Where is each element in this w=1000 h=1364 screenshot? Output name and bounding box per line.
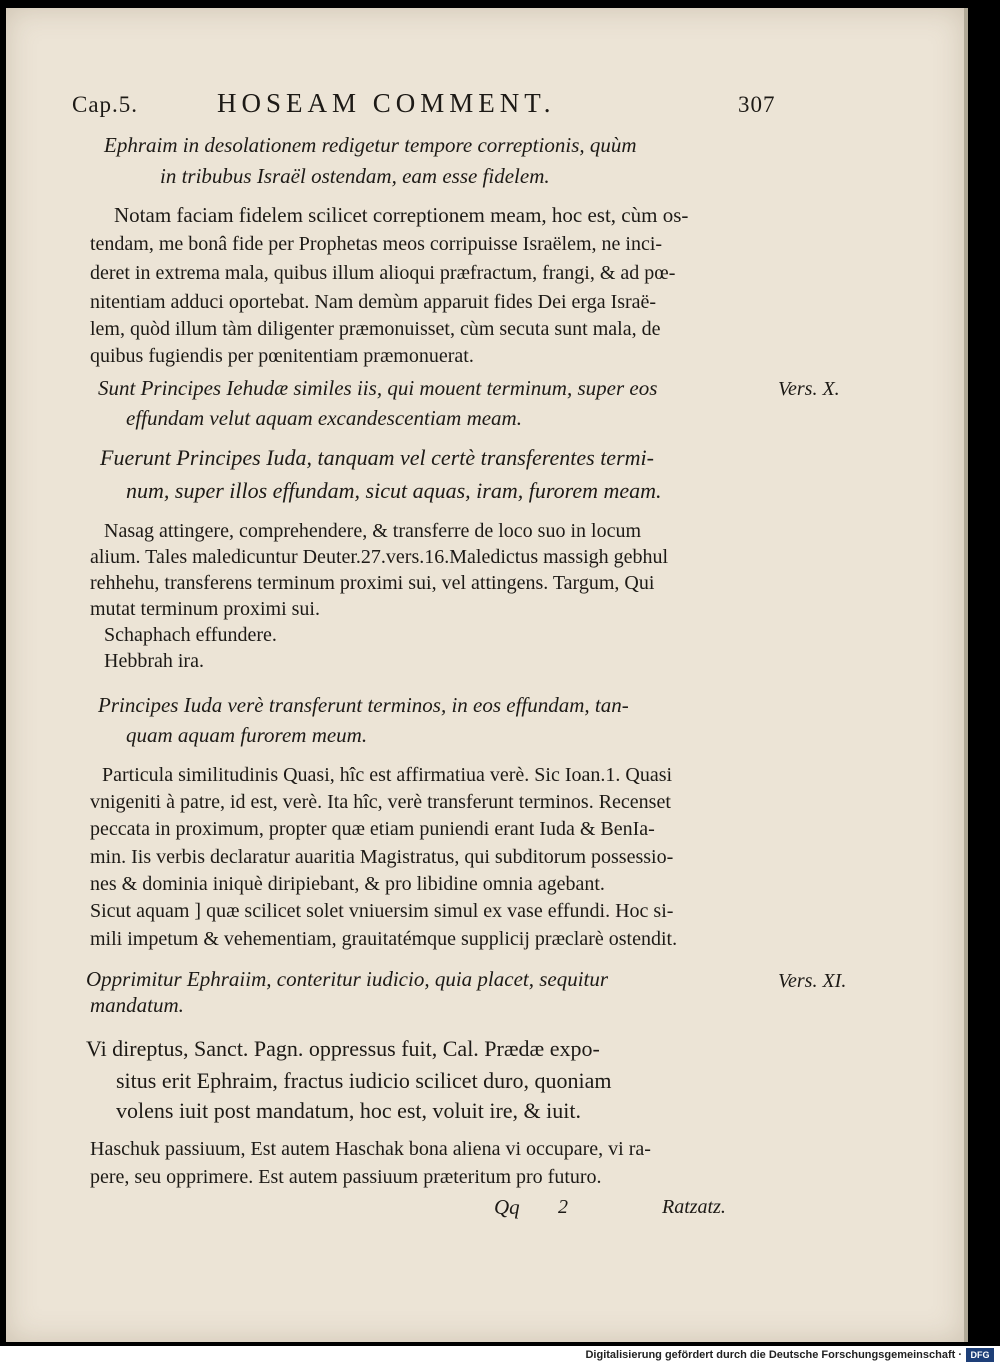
text-line: nitentiam adduci oportebat. Nam demùm apparuit fides Dei erga Israë-: [90, 291, 657, 313]
text-line: Notam faciam fidelem scilicet correptionem meam, hoc est, cùm os-: [114, 203, 689, 227]
dfg-logo-icon: DFG: [966, 1348, 994, 1362]
text-line: pere, seu opprimere. Est autem passiuum præteritum pro futuro.: [90, 1166, 602, 1188]
text-line: Ephraim in desolationem redigetur tempore correptionis, quùm: [104, 133, 637, 157]
margin-note-vers-x: Vers. X.: [778, 378, 840, 400]
funding-notice: Digitalisierung gefördert durch die Deutsche Forschungsgemeinschaft ·: [585, 1349, 962, 1361]
text-line: vnigeniti à patre, id est, verè. Ita hîc, verè transferunt terminos. Recenset: [90, 791, 671, 813]
text-line: min. Iis verbis declaratur auaritia Magistratus, qui subditorum possessio-: [90, 846, 674, 868]
text-line: rehhehu, transferens terminum proximi sui, vel attingens. Targum, Qui: [90, 572, 655, 594]
page-edge: [964, 8, 968, 1342]
text-line: tendam, me bonâ fide per Prophetas meos corripuisse Israëlem, ne inci-: [90, 233, 663, 255]
text-line: Particula similitudinis Quasi, hîc est affirmatiua verè. Sic Ioan.1. Quasi: [102, 764, 673, 786]
catchword: Ratzatz.: [662, 1196, 726, 1218]
text-line: peccata in proximum, propter quæ etiam puniendi erant Iuda & BenIa-: [90, 818, 655, 840]
running-head-title: HOSEAM COMMENT.: [217, 88, 556, 118]
running-head-chapter: Cap.5.: [72, 92, 139, 117]
text-line: effundam velut aquam excandescentiam meam.: [126, 406, 522, 430]
text-line: Sunt Principes Iehudæ similes iis, qui mouent terminum, super eos: [98, 376, 658, 400]
text-line: Opprimitur Ephraiim, conteritur iudicio, quia placet, sequitur: [86, 967, 609, 991]
text-line: Vi direptus, Sanct. Pagn. oppressus fuit, Cal. Prædæ expo-: [86, 1036, 600, 1061]
text-line: Fuerunt Principes Iuda, tanquam vel certè transferentes termi-: [100, 445, 654, 470]
text-line: Sicut aquam ] quæ scilicet solet vniuersim simul ex vase effundi. Hoc si-: [90, 900, 674, 922]
signature-number: 2: [558, 1196, 568, 1218]
text-line: situs erit Ephraim, fractus iudicio scilicet duro, quoniam: [116, 1068, 612, 1093]
text-line: deret in extrema mala, quibus illum alioqui præfractum, frangi, & ad pœ-: [90, 262, 676, 284]
page-number: 307: [738, 92, 776, 117]
margin-note-vers-xi: Vers. XI.: [778, 970, 847, 992]
text-line: quam aquam furorem meum.: [126, 723, 368, 747]
text-line: mutat terminum proximi sui.: [90, 598, 320, 620]
signature-mark: Qq: [494, 1195, 520, 1219]
text-line: Hebbrah ira.: [104, 650, 204, 672]
text-line: mili impetum & vehementiam, grauitatémque supplicij præclarè ostendit.: [90, 928, 678, 950]
text-line: alium. Tales maledicuntur Deuter.27.vers.16.Maledictus massigh gebhul: [90, 546, 669, 568]
text-line: Schaphach effundere.: [104, 624, 277, 646]
text-line: Nasag attingere, comprehendere, & transferre de loco suo in locum: [104, 520, 642, 542]
text-line: mandatum.: [90, 993, 184, 1017]
text-line: lem, quòd illum tàm diligenter præmonuisset, cùm secuta sunt mala, de: [90, 318, 661, 340]
text-line: Principes Iuda verè transferunt terminos, in eos effundam, tan-: [98, 693, 629, 717]
text-line: quibus fugiendis per pœnitentiam præmonuerat.: [90, 345, 474, 367]
text-line: Haschuk passiuum, Est autem Haschak bona aliena vi occupare, vi ra-: [90, 1138, 651, 1160]
text-line: nes & dominia iniquè diripiebant, & pro libidine omnia agebant.: [90, 873, 605, 895]
text-line: volens iuit post mandatum, hoc est, voluit ire, & iuit.: [116, 1098, 582, 1123]
text-line: in tribubus Israël ostendam, eam esse fidelem.: [160, 164, 550, 188]
text-line: num, super illos effundam, sicut aquas, iram, furorem meam.: [126, 478, 662, 503]
footer-bar: [0, 1346, 1000, 1364]
